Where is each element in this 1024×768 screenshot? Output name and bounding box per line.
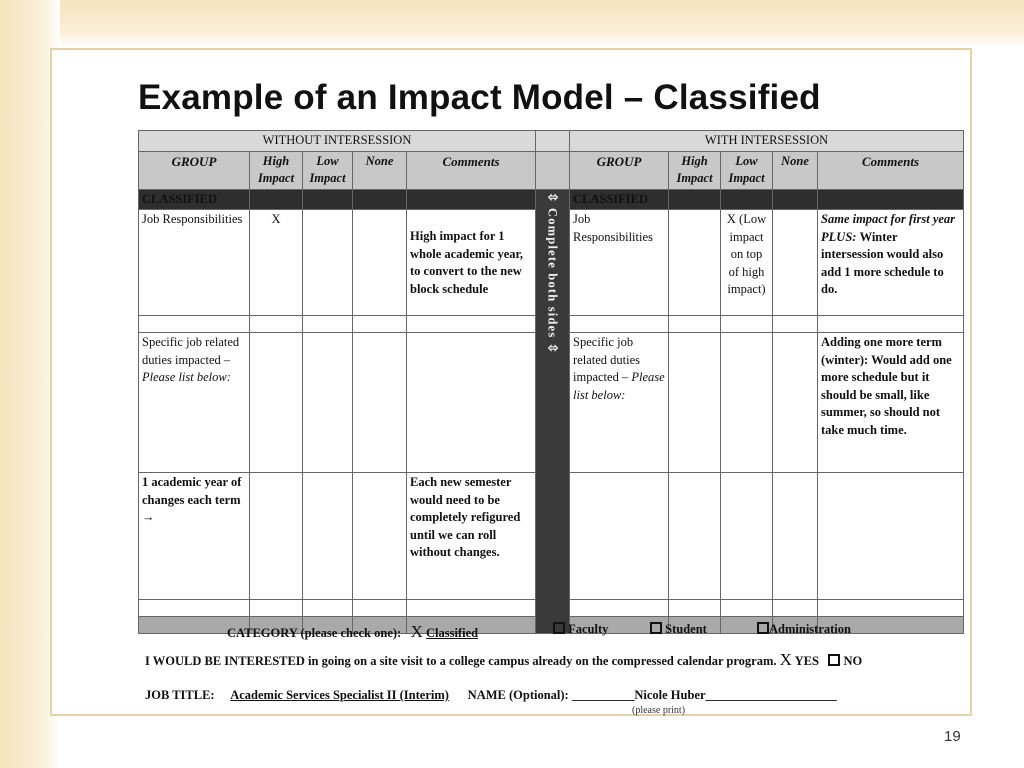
header-spacer — [536, 131, 570, 152]
interest-yes-mark[interactable]: X — [779, 650, 792, 669]
table-column-headers — [139, 151, 964, 189]
without-intersession-header: WITHOUT INTERSESSION — [139, 131, 536, 152]
section-label-right: CLASSIFIED — [570, 189, 669, 210]
administration-checkbox[interactable] — [757, 622, 769, 634]
please-print-note: (please print) — [632, 705, 686, 716]
job-title-label: JOB TITLE: — [145, 688, 215, 702]
right-row1-comment-cell — [818, 210, 964, 316]
right-row1-comment: Winter intersession would also add 1 more schedule to do. — [821, 229, 944, 296]
col-comments-right: Comments — [818, 151, 964, 189]
name-label: NAME (Optional): — [467, 688, 569, 702]
yes-label: YES — [794, 654, 819, 668]
job-title-value[interactable]: Academic Services Specialist II (Interim) — [230, 688, 449, 702]
option-administration: Administration — [769, 622, 851, 636]
page-number: 19 — [944, 728, 961, 745]
col-none-right: None — [773, 151, 818, 189]
interest-text: I WOULD BE INTERESTED in going on a site visit to a college campus already on the compressed calendar program. — [145, 654, 777, 668]
right-row2-comment: Adding one more term (winter): Would add one more schedule but it should be small, like summer, so should not take much time. — [818, 333, 964, 473]
left-row1-high: X — [250, 210, 303, 316]
student-checkbox[interactable] — [650, 622, 662, 634]
job-title-line: JOB TITLE: Academic Services Specialist II (Interim) NAME (Optional): __________Nicole Huber_____________________ — [145, 688, 837, 702]
left-row3-group: 1 academic year of changes each term → — [139, 473, 250, 600]
right-row1-low: X (Low impact on top of high impact) — [721, 210, 773, 316]
right-row2-group — [570, 333, 669, 473]
col-low-left: Low Impact — [303, 151, 353, 189]
right-row2-group-italic: Please list below: — [573, 370, 665, 402]
left-row1-comment: High impact for 1 whole academic year, to convert to the new block schedule — [407, 210, 536, 316]
category-mark[interactable]: X — [410, 622, 423, 641]
col-low-right: Low Impact — [721, 151, 773, 189]
col-high-left: High Impact — [250, 151, 303, 189]
no-label: NO — [843, 654, 863, 668]
col-none-left: None — [353, 151, 407, 189]
col-comments-left: Comments — [407, 151, 536, 189]
slide-frame-top — [0, 0, 1024, 48]
faculty-checkbox[interactable] — [553, 622, 565, 634]
left-row2-group — [139, 333, 250, 473]
separator-column — [536, 189, 570, 634]
complete-both-sides-label: ⇳ Complete both sides ⇳ — [545, 192, 560, 355]
col-high-right: High Impact — [669, 151, 721, 189]
left-row2-group-text: Specific job related duties impacted – — [142, 335, 240, 367]
option-student: Student — [665, 622, 707, 636]
col-group-right: GROUP — [570, 151, 669, 189]
category-line — [227, 622, 478, 642]
option-classified: Classified — [425, 626, 479, 640]
col-group-left: GROUP — [139, 151, 250, 189]
option-faculty: Faculty — [568, 622, 609, 636]
right-row1-group: Job Responsibilities — [570, 210, 669, 316]
col-spacer — [536, 151, 570, 189]
category-label: CATEGORY (please check one): — [227, 626, 402, 640]
with-intersession-header: WITH INTERSESSION — [570, 131, 964, 152]
interest-line — [145, 650, 862, 670]
option-admin-group — [757, 622, 851, 637]
right-row1-comment-italic: Same impact for first year PLUS: — [821, 212, 956, 244]
left-row1-group: Job Responsibilities — [139, 210, 250, 316]
name-value[interactable]: Nicole Huber — [634, 688, 706, 702]
left-row3-comment: Each new semester would need to be completely refigured until we can roll without changes. — [407, 473, 536, 600]
section-label-left: CLASSIFIED — [139, 189, 250, 210]
right-row2-group-text: Specific job related duties impacted – — [573, 335, 641, 384]
classified-section-row — [139, 189, 964, 210]
option-student-group — [650, 622, 707, 637]
no-checkbox[interactable] — [828, 654, 840, 666]
slide-title: Example of an Impact Model – Classified — [138, 78, 821, 117]
left-row2-group-italic: Please list below: — [142, 370, 231, 384]
table-header-top — [139, 131, 964, 152]
option-faculty-group — [553, 622, 608, 637]
impact-table — [138, 130, 964, 634]
